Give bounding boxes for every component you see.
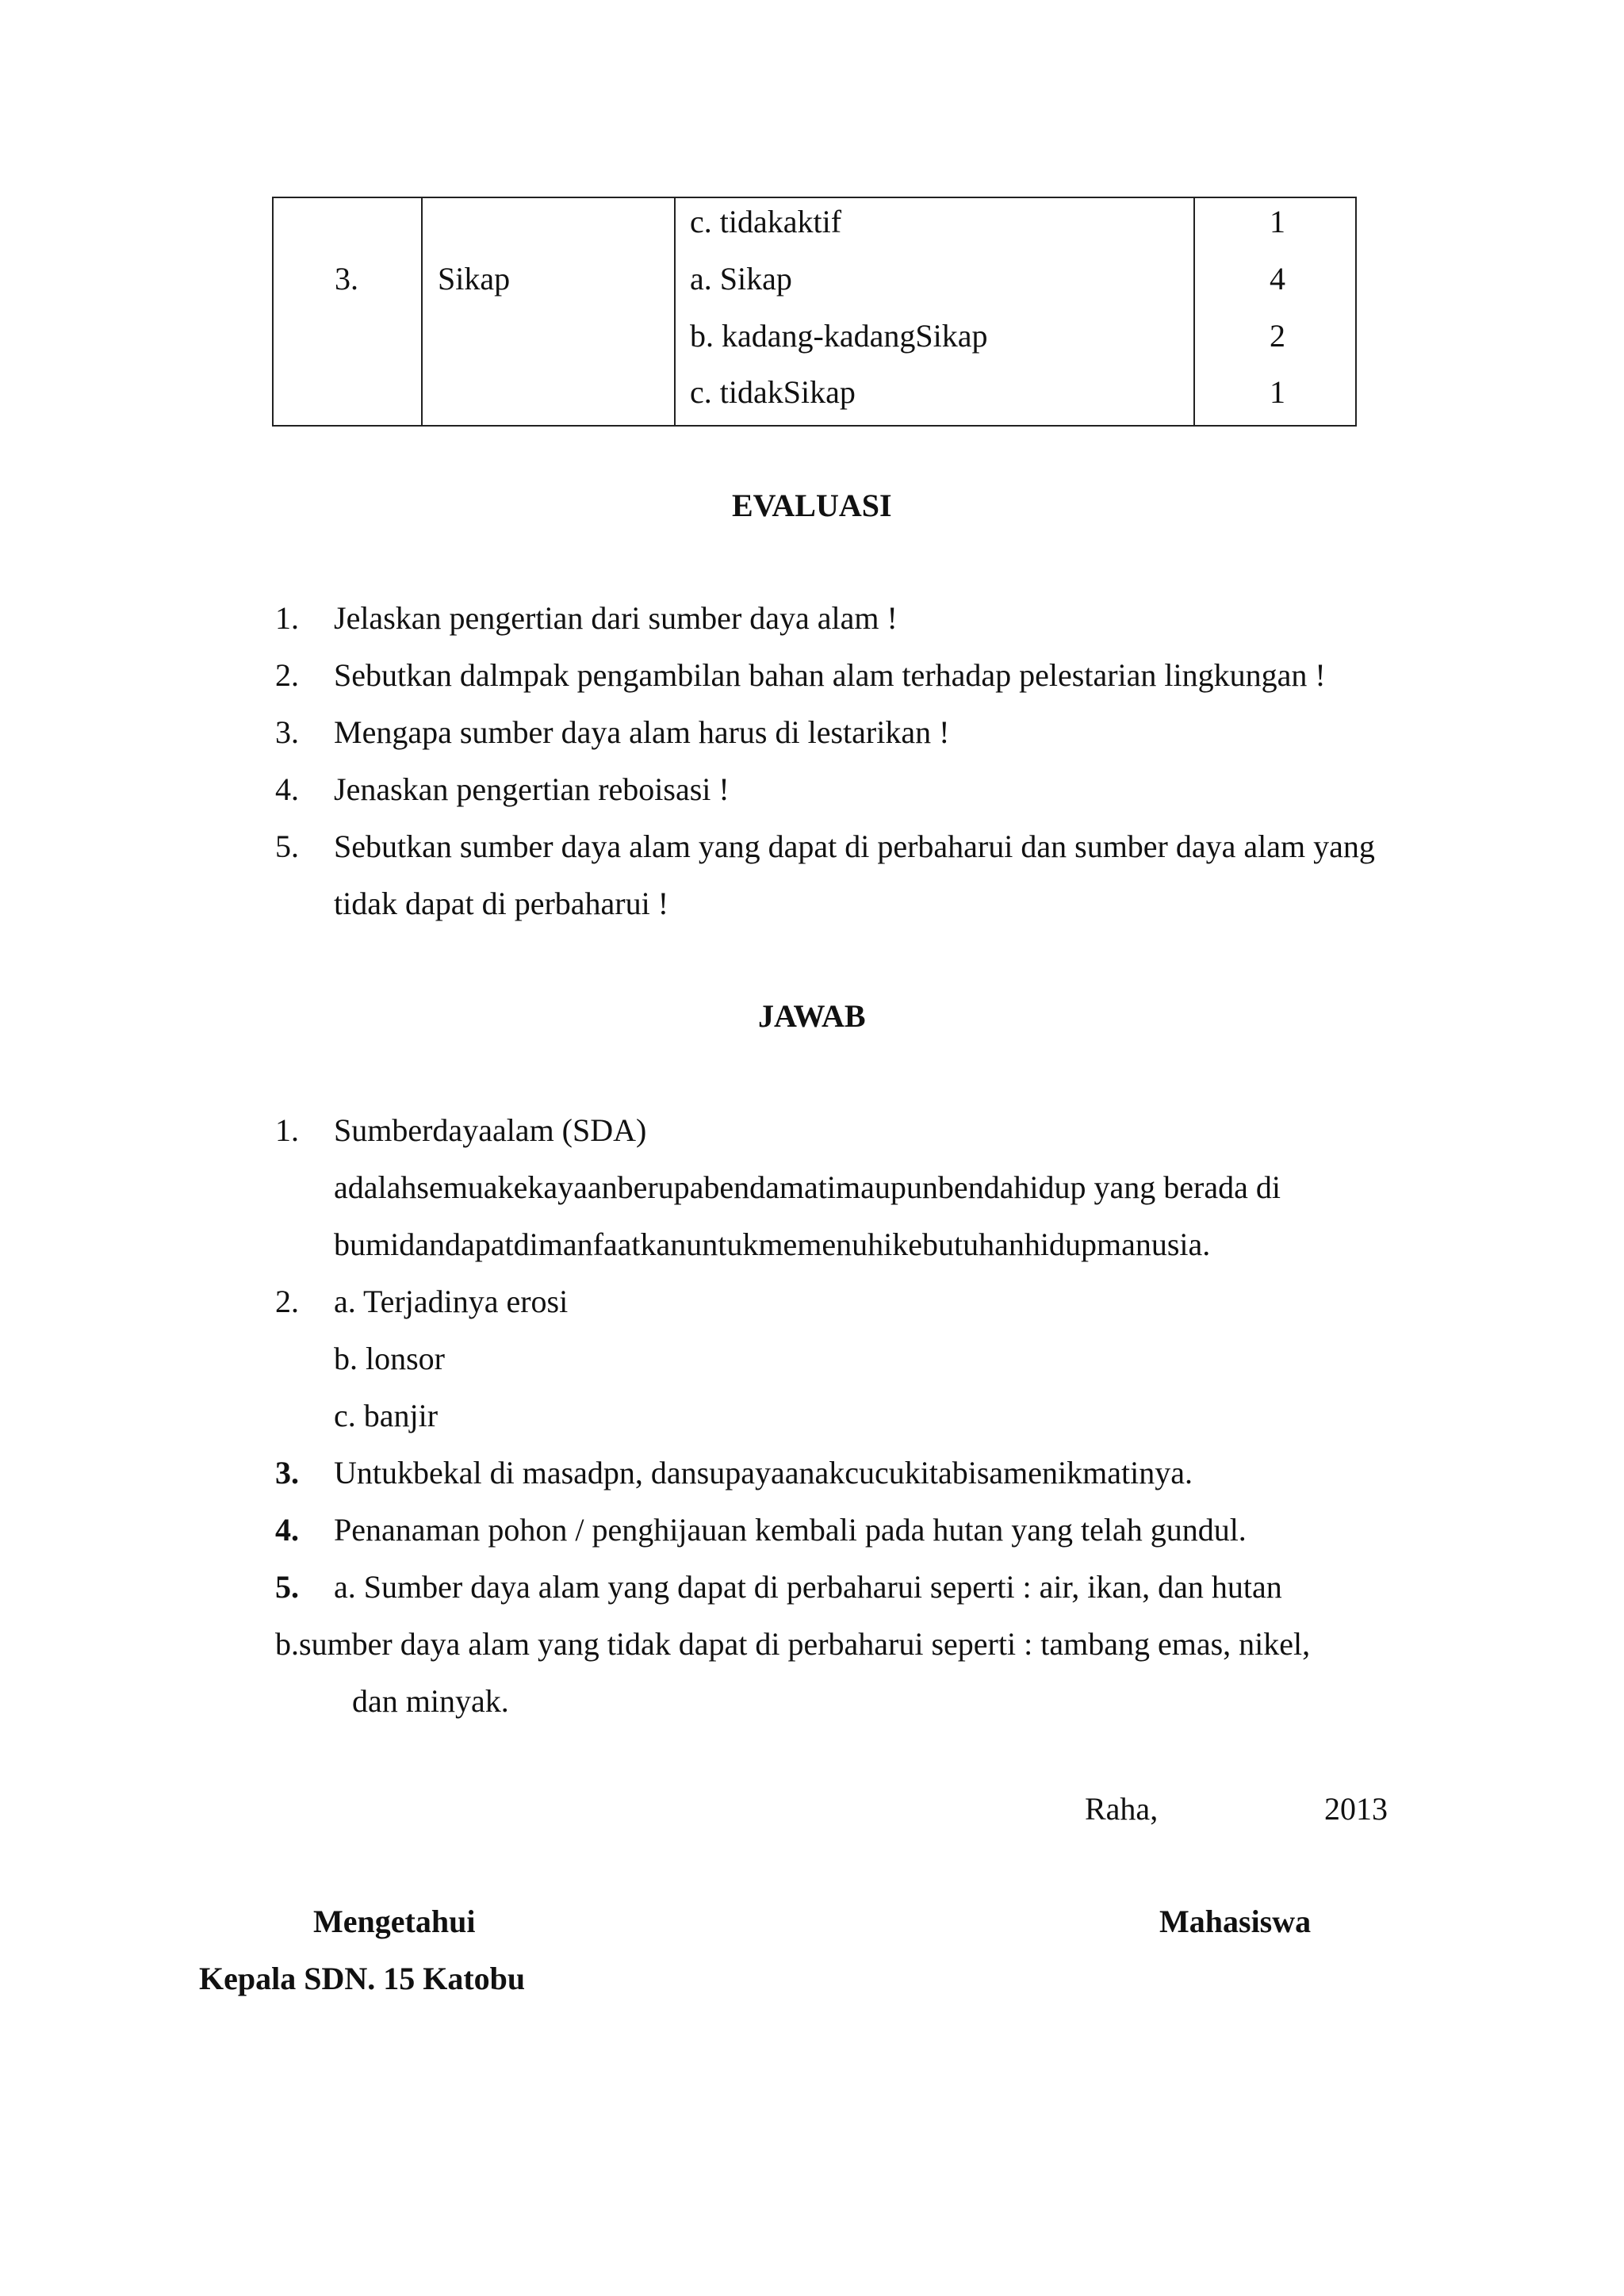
score-table [272,197,1357,427]
answer-text: Sumberdayaalam (SDA) [334,1112,647,1148]
table-score: 1 [1270,204,1285,239]
signature-left-sub: Kepala SDN. 15 Katobu [199,1961,526,1996]
question-text: Jelaskan pengertian dari sumber daya alam ! [334,600,898,636]
table-divider [674,198,676,425]
answer-text: b. lonsor [334,1341,445,1376]
answer-text: a. Sumber daya alam yang dapat di perbaharui seperti : air, ikan, dan hutan [334,1569,1282,1605]
answer-text: Penanaman pohon / penghijauan kembali pada hutan yang telah gundul. [334,1512,1247,1548]
table-score: 1 [1270,374,1285,410]
signature-right-title: Mahasiswa [1159,1904,1312,1939]
signature-left-title: Mengetahui [313,1904,476,1939]
question-text: Sebutkan dalmpak pengambilan bahan alam terhadap pelestarian lingkungan ! [334,657,1326,693]
table-score: 2 [1270,318,1285,354]
table-divider [1193,198,1195,425]
jawab-heading: JAWAB [758,998,866,1034]
answer-number: 4. [275,1512,299,1548]
table-option: b. kadang-kadangSikap [690,318,988,354]
signature-year: 2013 [1324,1791,1388,1827]
answer-number: 5. [275,1569,299,1605]
table-row-number: 3. [335,261,358,297]
question-number: 4. [275,771,299,807]
answer-text: bumidandapatdimanfaatkanuntukmemenuhikebutuhanhidupmanusia. [334,1226,1211,1262]
question-text: Sebutkan sumber daya alam yang dapat di perbaharui dan sumber daya alam yang [334,828,1375,864]
question-number: 5. [275,828,299,864]
answer-number: 2. [275,1284,299,1319]
question-number: 1. [275,600,299,636]
table-divider [421,198,423,425]
table-option: a. Sikap [690,261,792,297]
answer-text: dan minyak. [352,1683,509,1719]
answer-text: adalahsemuakekayaanberupabendamatimaupunbendahidup yang berada di [334,1169,1281,1205]
question-number: 2. [275,657,299,693]
answer-text: b.sumber daya alam yang tidak dapat di perbaharui seperti : tambang emas, nikel, [275,1626,1311,1662]
table-score: 4 [1270,261,1285,297]
answer-text: a. Terjadinya erosi [334,1284,569,1319]
question-text: tidak dapat di perbaharui ! [334,886,669,921]
evaluasi-heading: EVALUASI [732,488,892,523]
question-text: Mengapa sumber daya alam harus di lestarikan ! [334,714,950,750]
signature-place: Raha, [1085,1791,1159,1827]
table-option: c. tidakSikap [690,374,856,410]
answer-text: Untukbekal di masadpn, dansupayaanakcucukitabisamenikmatinya. [334,1455,1193,1490]
table-option: c. tidakaktif [690,204,842,239]
answer-number: 1. [275,1112,299,1148]
answer-number: 3. [275,1455,299,1490]
question-text: Jenaskan pengertian reboisasi ! [334,771,730,807]
answer-text: c. banjir [334,1398,439,1433]
question-number: 3. [275,714,299,750]
table-aspect: Sikap [438,261,511,297]
